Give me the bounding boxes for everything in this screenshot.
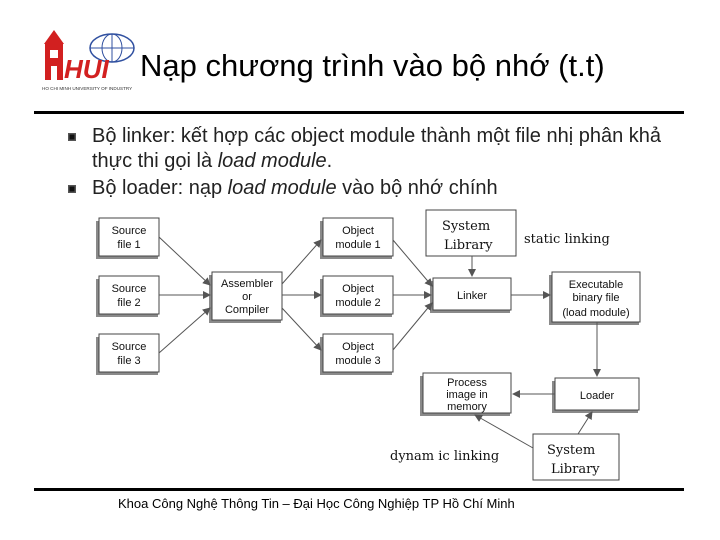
source-file-3-label-2: file 3 (117, 355, 141, 367)
object-module-1 (320, 218, 393, 259)
arrow-library-process-image (475, 415, 533, 448)
logo-caption: HO CHI MINH UNIVERSITY OF INDUSTRY (42, 86, 133, 91)
system-library-top-label-2: Library (444, 238, 493, 253)
bullet-text: Bộ linker: kết hợp các object module thành một file nhị phân khả thực thi gọi là load module. (92, 125, 662, 172)
source-file-1 (96, 218, 159, 259)
system-library-bottom-label-2: Library (551, 462, 600, 477)
source-file-3 (96, 334, 159, 375)
process-image-label-3: memory (447, 401, 487, 413)
assembler-label: Assembler (221, 278, 273, 290)
process-image-label: Process (447, 377, 487, 389)
loader-label: Loader (579, 390, 615, 402)
footer-text: Khoa Công Nghệ Thông Tin – Đại Học Công Nghiệp TP Hồ Chí Minh (118, 496, 515, 511)
arrow-assembler-object1 (282, 240, 321, 284)
logo-text: HUI (64, 54, 109, 84)
object-module-2-label: Object (342, 283, 374, 295)
source-file-2 (96, 276, 159, 317)
executable-label-2: binary file (572, 292, 620, 304)
object-module-3-label-2: module 3 (335, 355, 381, 367)
page-title: Nạp chương trình vào bộ nhớ (t.t) (140, 48, 605, 83)
source-file-2-label-2: file 2 (117, 297, 141, 309)
linker (430, 278, 511, 313)
arrow-source3-assembler (159, 308, 210, 353)
object-module-1-label: Object (342, 225, 374, 237)
process-image-label-2: image in (446, 389, 488, 401)
executable-binary-file (549, 272, 640, 325)
executable-label-3: (load module) (562, 307, 630, 319)
dynamic-linking-label: dynam ic linking (390, 449, 500, 464)
arrow-source1-assembler (159, 237, 210, 285)
static-linking-label: static linking (524, 232, 610, 247)
bullet-text: Bộ loader: nạp load module vào bộ nhớ chính (92, 177, 498, 199)
footer-divider (34, 488, 684, 491)
object-module-2-label-2: module 2 (335, 297, 381, 309)
linker-label: Linker (457, 290, 487, 302)
assembler-label-2: or (242, 291, 252, 303)
object-module-3-label: Object (342, 341, 374, 353)
object-module-2 (320, 276, 393, 317)
process-image-in-memory (420, 373, 511, 416)
system-library-top (426, 210, 516, 256)
arrow-library-loader (578, 412, 592, 434)
system-library-bottom (533, 434, 619, 480)
object-module-3 (320, 334, 393, 375)
assembler-label-3: Compiler (224, 304, 270, 316)
source-file-1-label: Source (111, 225, 147, 237)
system-library-bottom-label: System (547, 443, 596, 458)
arrow-assembler-object3 (282, 308, 321, 350)
object-module-1-label-2: module 1 (335, 239, 381, 251)
loader (552, 378, 639, 413)
assembler-compiler (209, 272, 282, 323)
source-file-1-label-2: file 1 (117, 239, 141, 251)
arrow-object3-linker (393, 303, 432, 350)
system-library-top-label: System (442, 219, 491, 234)
source-file-2-label: Source (111, 283, 147, 295)
executable-label: Executable (568, 279, 624, 291)
source-file-3-label: Source (111, 341, 147, 353)
